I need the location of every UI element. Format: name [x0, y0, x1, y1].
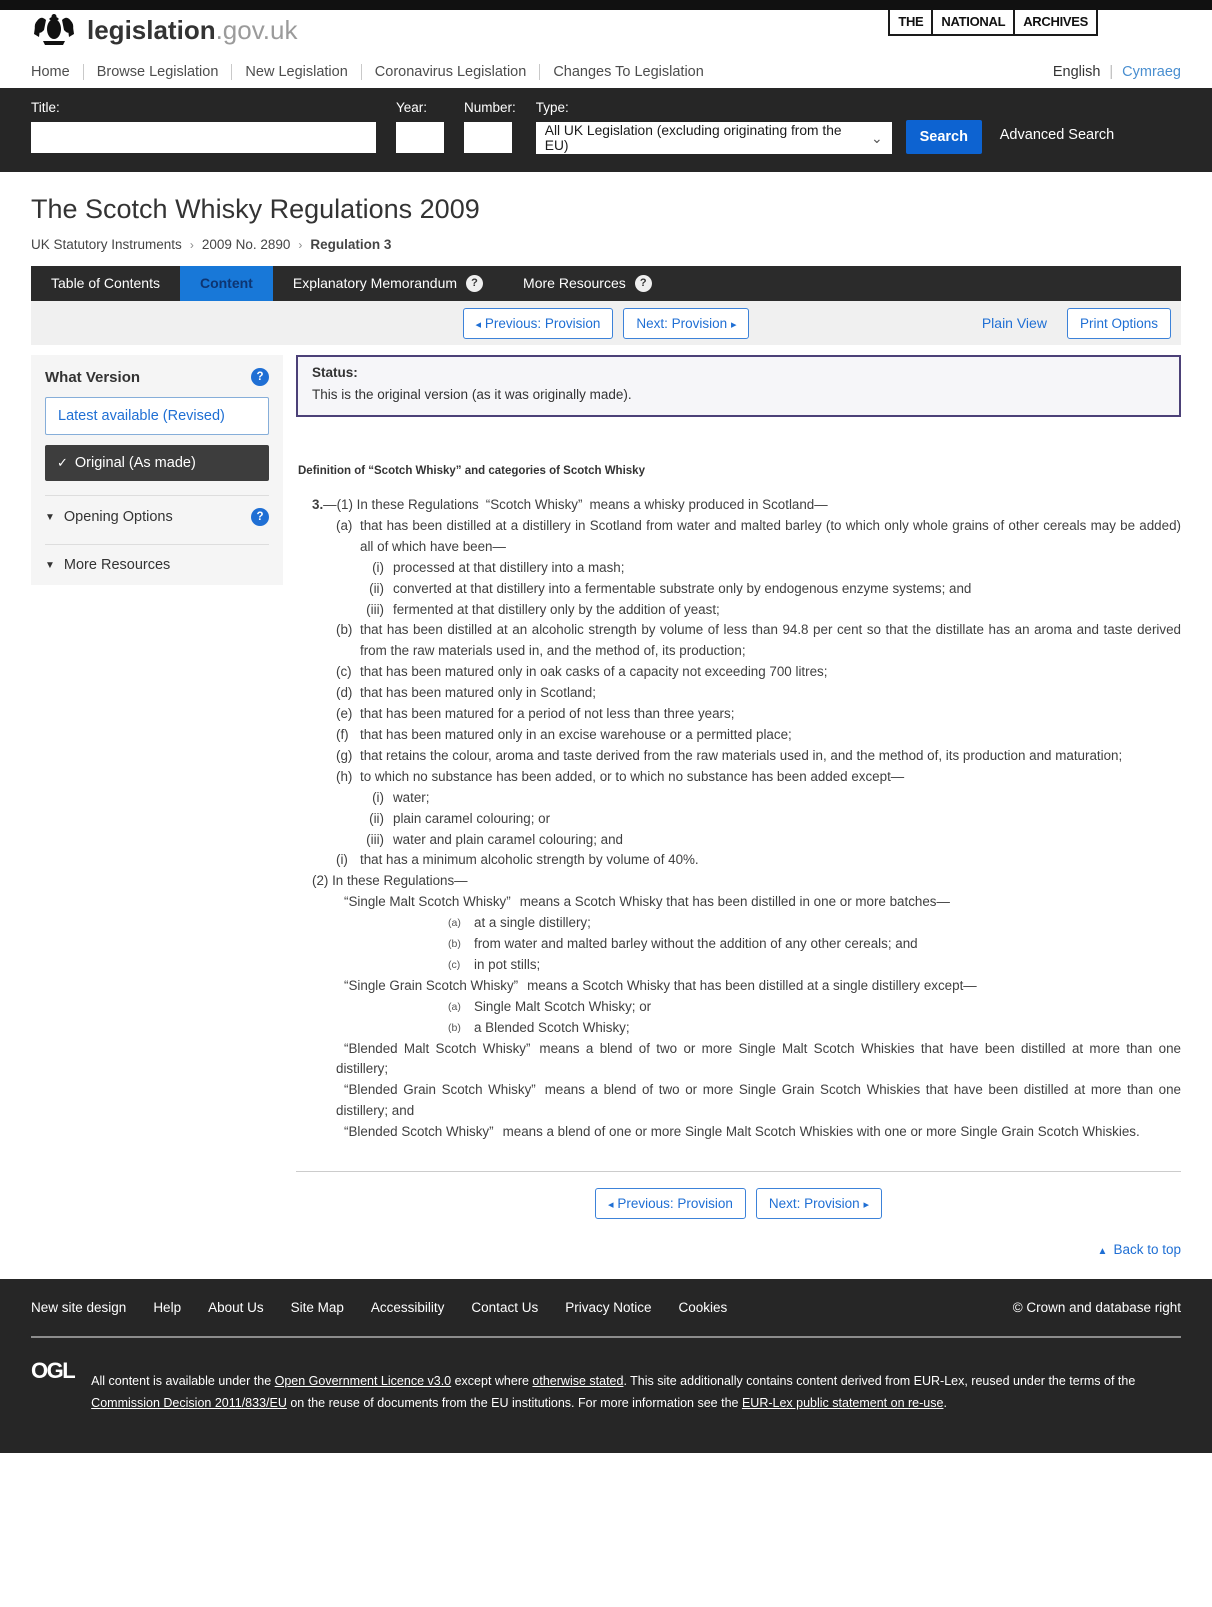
footer-divider — [31, 1336, 1181, 1338]
otherwise-stated-link[interactable]: otherwise stated — [532, 1373, 624, 1388]
list-item-i: (i) that has a minimum alcoholic strength by volume of 40%. — [336, 852, 699, 868]
footer-accessibility[interactable]: Accessibility — [370, 1300, 445, 1316]
tna-word-the: THE — [890, 10, 933, 34]
arrow-up-icon: ▲ — [1097, 1246, 1108, 1258]
nav-new-legislation[interactable]: New Legislation — [232, 64, 361, 80]
list-item-h-iii: (iii) water and plain caramel colouring; and — [366, 831, 624, 847]
search-panel — [0, 88, 1212, 172]
definition-single-malt-c: (c) in pot stills; — [448, 956, 541, 972]
title-search-input[interactable] — [31, 122, 376, 153]
list-item-f: (f) that has been matured only in an excise warehouse or a permitted place; — [336, 726, 792, 742]
type-select-value: All UK Legislation (excluding originating from the EU) — [544, 123, 842, 153]
footer-new-site-design[interactable]: New site design — [31, 1300, 127, 1316]
nav-browse-legislation[interactable]: Browse Legislation — [84, 64, 233, 80]
opening-options-toggle[interactable]: ▼ Opening Options ? — [45, 496, 269, 530]
advanced-search-link[interactable]: Advanced Search — [999, 127, 1115, 143]
language-cymraeg-link[interactable]: Cymraeg — [1122, 64, 1181, 80]
footer-site-map[interactable]: Site Map — [290, 1300, 344, 1316]
open-government-licence-link[interactable]: Open Government Licence v3.0 — [274, 1373, 452, 1388]
type-label: Type: — [535, 100, 569, 115]
regulation-text — [296, 495, 1181, 1143]
more-resources-toggle[interactable]: ▼ More Resources — [45, 557, 171, 573]
previous-provision-button[interactable]: ◂ Previous: Provision — [463, 308, 614, 339]
next-provision-button[interactable]: Next: Provision ▸ — [623, 308, 749, 339]
list-item-e: (e) that has been matured for a period of not less than three years; — [336, 706, 735, 722]
page-title: The Scotch Whisky Regulations 2009 — [31, 194, 480, 224]
number-label: Number: — [464, 100, 516, 115]
tna-word-archives: ARCHIVES — [1023, 14, 1088, 29]
definition-single-malt: “Single Malt Scotch Whisky” means a Scotch Whisky that has been distilled in one or more batches— — [344, 894, 950, 910]
language-current: English — [1052, 64, 1101, 80]
site-footer — [0, 1279, 1212, 1453]
provision-heading: Definition of “Scotch Whisky” and categories of Scotch Whisky — [298, 465, 645, 477]
triangle-down-icon: ▼ — [45, 559, 55, 571]
type-select[interactable] — [536, 122, 892, 154]
eur-lex-statement-link[interactable]: EUR-Lex public statement on re-use — [741, 1396, 944, 1411]
regulation-paragraph-2: (2) In these Regulations— — [312, 873, 468, 889]
nav-home[interactable]: Home — [31, 64, 84, 80]
breadcrumb-separator-icon: › — [298, 237, 303, 252]
version-original-button[interactable]: ✓ Original (As made) — [45, 445, 269, 481]
tab-explanatory-memorandum[interactable]: Explanatory Memorandum ? — [273, 266, 503, 301]
nav-coronavirus-legislation[interactable]: Coronavirus Legislation — [362, 64, 541, 80]
check-icon: ✓ — [57, 455, 68, 470]
footer-contact-us[interactable]: Contact Us — [471, 1300, 539, 1316]
primary-nav — [31, 64, 1181, 80]
crown-copyright-notice: © Crown and database right — [1012, 1300, 1181, 1316]
list-item-a-i: (i) processed at that distillery into a mash; — [372, 559, 625, 575]
print-options-button[interactable]: Print Options — [1067, 308, 1171, 339]
site-logo-bold: legislation — [87, 15, 216, 45]
definition-single-grain-b: (b) a Blended Scotch Whisky; — [448, 1019, 630, 1035]
site-header — [0, 10, 1212, 88]
arrow-right-icon: ▸ — [730, 318, 737, 331]
list-item-a-ii: (ii) converted at that distillery into a fermentable substrate only by endogenous enzyme systems; and — [369, 580, 972, 596]
definition-blended-scotch: “Blended Scotch Whisky” means a blend of one or more Single Malt Scotch Whiskies with one or more Single Grain Scotch Whiskies. — [344, 1124, 1140, 1140]
list-item-a: (a) that has been distilled at a distillery in Scotland from water and malted barley (to which only whole grains of other cereals may be added) all of which have been— — [336, 517, 1181, 554]
license-statement: All content is available under the Open Government Licence v3.0 except where otherwise stated. This site additionally contains content derived from EUR-Lex, reused under the terms of the Commission Decision 2011/833/EU on the reuse of documents from the EU institutions. For more information see the EUR-Lex public statement on re-use. — [91, 1373, 1136, 1411]
what-version-heading: What Version — [45, 368, 141, 386]
list-item-h: (h) to which no substance has been added, or to which no substance has been added except— — [336, 768, 905, 784]
list-item-a-iii: (iii) fermented at that distillery only by the addition of yeast; — [366, 601, 720, 617]
list-item-g: (g) that retains the colour, aroma and taste derived from the raw materials used in, and the method of, its production and maturation; — [336, 747, 1123, 763]
help-icon[interactable]: ? — [251, 368, 269, 386]
status-label: Status: — [312, 365, 358, 380]
plain-view-link[interactable]: Plain View — [981, 315, 1047, 331]
arrow-left-icon: ◂ — [475, 318, 482, 331]
definition-single-grain: “Single Grain Scotch Whisky” means a Scotch Whisky that has been distilled at a single distillery except— — [344, 977, 977, 993]
tna-word-national: NATIONAL — [933, 10, 1015, 34]
breadcrumb — [31, 237, 1181, 252]
footer-privacy-notice[interactable]: Privacy Notice — [565, 1300, 652, 1316]
options-sidebar — [31, 355, 283, 585]
royal-coat-of-arms-icon — [31, 13, 77, 47]
footer-about-us[interactable]: About Us — [208, 1300, 264, 1316]
definition-single-malt-b: (b) from water and malted barley without the addition of any other cereals; and — [448, 936, 918, 952]
provision-content — [296, 355, 1181, 1267]
status-box — [296, 355, 1181, 417]
breadcrumb-regulation-3: Regulation 3 — [310, 237, 392, 252]
back-to-top-link[interactable]: ▲ Back to top — [1097, 1242, 1181, 1258]
definition-single-malt-a: (a) at a single distillery; — [448, 915, 591, 931]
year-search-input[interactable] — [396, 122, 444, 153]
footer-cookies[interactable]: Cookies — [678, 1300, 728, 1316]
chevron-down-icon: ⌄ — [871, 129, 883, 146]
definition-single-grain-a: (a) Single Malt Scotch Whisky; or — [448, 998, 652, 1014]
number-search-input[interactable] — [464, 122, 512, 153]
arrow-left-icon: ◂ — [608, 1199, 614, 1212]
national-archives-logo[interactable] — [888, 10, 1098, 36]
site-logo-suffix: .gov.uk — [215, 15, 298, 45]
language-separator: | — [1109, 64, 1114, 80]
arrow-right-icon: ▸ — [863, 1199, 869, 1212]
list-item-b: (b) that has been distilled at an alcoholic strength by volume of less than 94.8 per cent so that the distillate has an aroma and taste derived from the raw materials used in, and the method of, its production; — [336, 622, 1181, 659]
list-item-h-i: (i) water; — [372, 789, 430, 805]
regulation-paragraph-1: 3.—(1) In these Regulations “Scotch Whisky” means a whisky produced in Scotland— — [312, 497, 828, 512]
tab-content[interactable]: Content — [180, 266, 273, 301]
help-icon[interactable]: ? — [251, 508, 269, 526]
document-tabs — [31, 266, 1181, 301]
version-latest-button[interactable]: Latest available (Revised) — [45, 397, 269, 435]
nav-changes-to-legislation[interactable]: Changes To Legislation — [553, 64, 704, 80]
next-provision-button-bottom[interactable]: Next: Provision ▸ — [756, 1188, 882, 1219]
commission-decision-link[interactable]: Commission Decision 2011/833/EU — [91, 1396, 287, 1411]
tab-table-of-contents[interactable]: Table of Contents — [51, 275, 160, 291]
definition-blended-grain: “Blended Grain Scotch Whisky” means a blend of two or more Single Grain Scotch Whiskies that have been distilled at more than one distillery; and — [336, 1082, 1181, 1119]
definition-blended-malt: “Blended Malt Scotch Whisky” means a blend of two or more Single Malt Scotch Whiskies that have been distilled at more than one distillery; — [336, 1040, 1181, 1077]
footer-help[interactable]: Help — [153, 1300, 182, 1316]
title-label: Title: — [31, 100, 60, 115]
list-item-d: (d) that has been matured only in Scotland; — [336, 685, 596, 701]
list-item-c: (c) that has been matured only in oak casks of a capacity not exceeding 700 litres; — [336, 664, 828, 680]
year-label: Year: — [396, 100, 428, 115]
breadcrumb-separator-icon: › — [189, 237, 194, 252]
top-black-strip — [0, 0, 1212, 10]
status-text: This is the original version (as it was originally made). — [312, 387, 632, 402]
site-logo[interactable] — [87, 17, 297, 43]
triangle-down-icon: ▼ — [45, 511, 55, 523]
help-icon[interactable]: ? — [635, 275, 652, 292]
content-divider — [296, 1171, 1181, 1172]
help-icon[interactable]: ? — [466, 275, 483, 292]
provision-toolbar — [31, 301, 1181, 345]
tab-more-resources[interactable]: More Resources ? — [503, 266, 672, 301]
breadcrumb-instrument-number[interactable]: 2009 No. 2890 — [201, 237, 291, 252]
ogl-logo: OGL — [31, 1358, 75, 1384]
previous-provision-button-bottom[interactable]: ◂ Previous: Provision — [595, 1188, 746, 1219]
search-button[interactable]: Search — [906, 120, 982, 154]
breadcrumb-uk-statutory-instruments[interactable]: UK Statutory Instruments — [31, 237, 182, 252]
list-item-h-ii: (ii) plain caramel colouring; or — [369, 810, 551, 826]
